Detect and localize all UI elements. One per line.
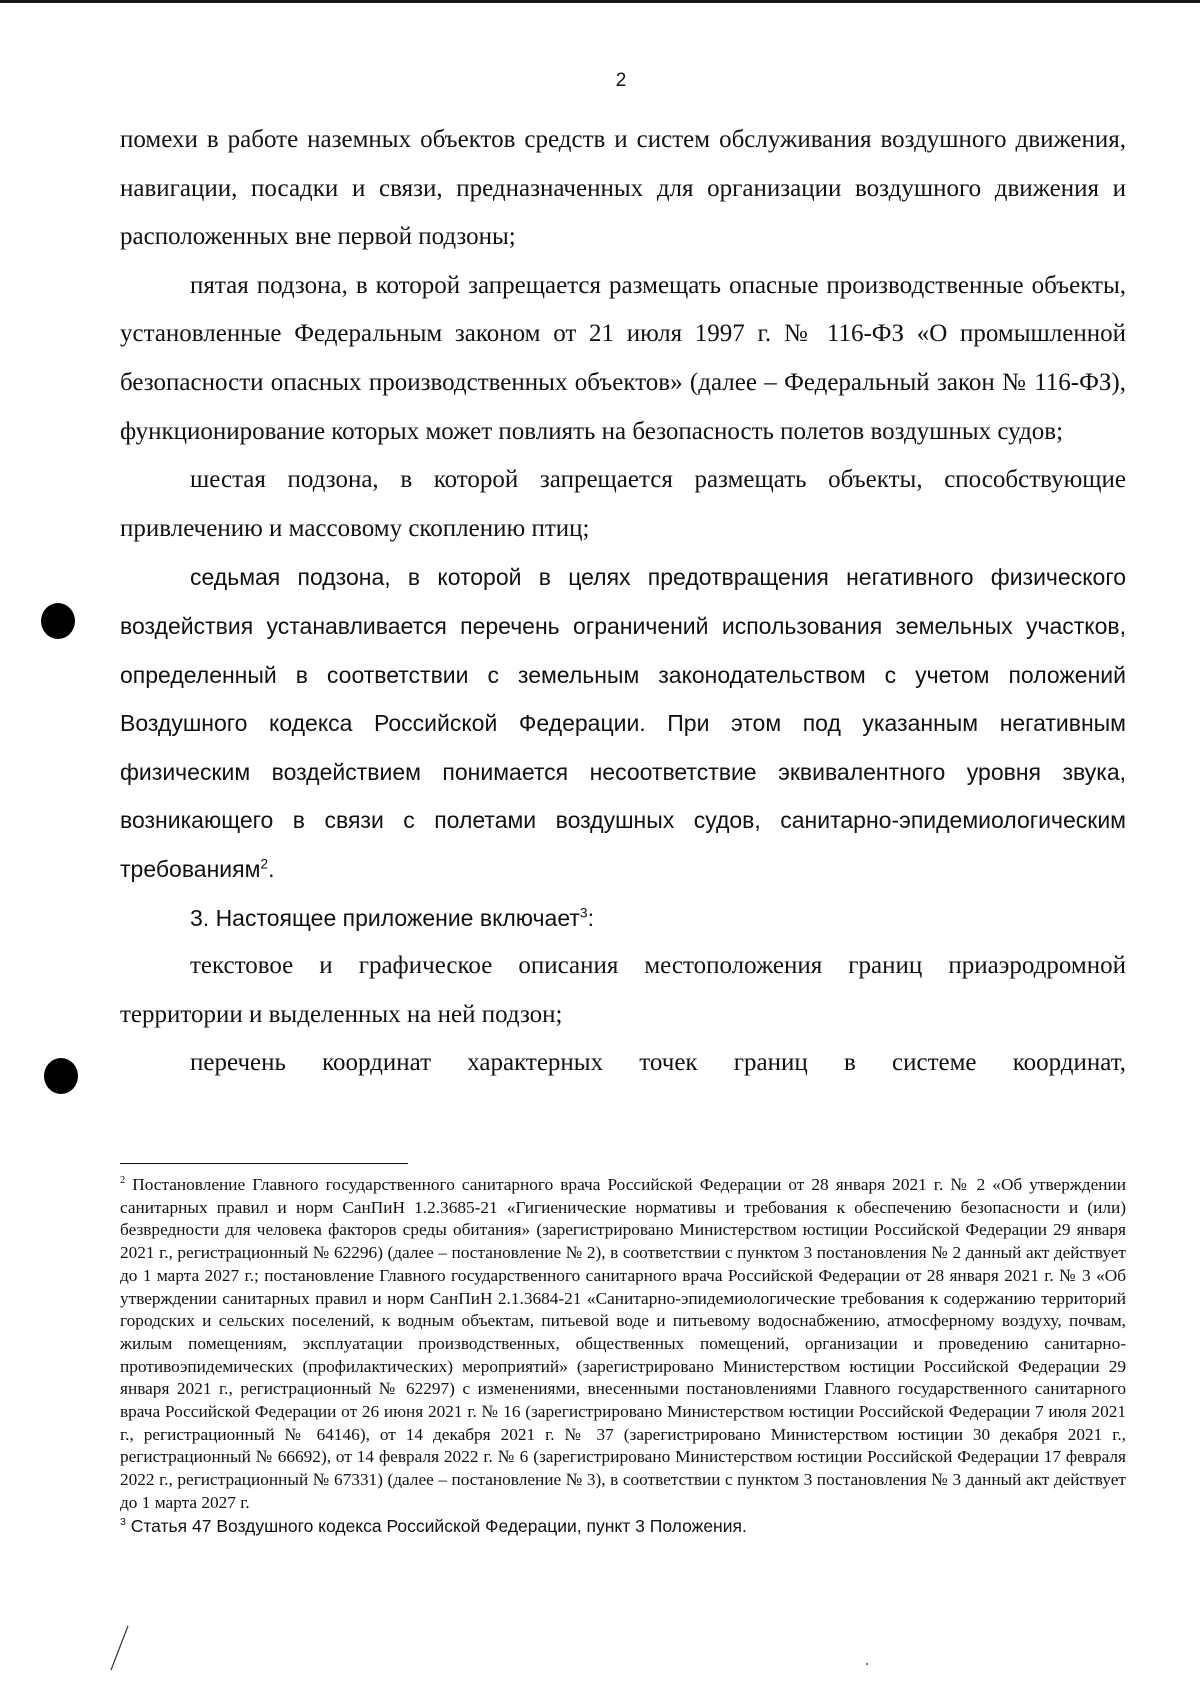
punch-hole-mark bbox=[44, 1058, 78, 1094]
footnote-ref-3: 3 bbox=[579, 904, 588, 920]
paragraph-seventh-subzone-tail: . bbox=[268, 855, 275, 882]
paragraph-3-heading bbox=[120, 894, 1126, 943]
paragraph-3-heading-text: 3. Настоящее приложение включает bbox=[190, 904, 580, 931]
footnote-ref-2: 2 bbox=[260, 856, 269, 872]
paragraph-seventh-subzone-text: седьмая подзона, в которой в целях предотвращения негативного физического воздействия устанавливается перечень ограничений использования земельных участков, определенный в соответствии с земельным законодательством с учетом положений Воздушного кодекса Российской Федерации. При этом под указанным негативным физическим воздействием понимается несоответствие эквивалентного уровня звука, возникающего в связи с полетами воздушных судов, санитарно-эпидемиологическим требованиям bbox=[120, 564, 1126, 882]
paragraph-seventh-subzone bbox=[120, 553, 1126, 893]
paragraph-3-heading-tail: : bbox=[587, 904, 594, 931]
scan-speck bbox=[866, 1663, 868, 1665]
scan-top-edge bbox=[0, 0, 1200, 3]
footnote-separator bbox=[120, 1163, 408, 1164]
pen-stroke-mark bbox=[108, 1624, 130, 1672]
footnote-2-marker: 2 bbox=[120, 1175, 126, 1187]
paragraph-continuation: помехи в работе наземных объектов средств и систем обслуживания воздушного движения, навигации, посадки и связи, предназначенных для организации воздушного движения и расположенных вне первой подзоны; bbox=[120, 126, 1126, 251]
paragraph-text-description: текстовое и графическое описания местоположения границ приаэродромной территории и выделенных на ней подзон; bbox=[120, 952, 1126, 1028]
footnote-3 bbox=[120, 1515, 1126, 1538]
footnote-2-text: Постановление Главного государственного санитарного врача Российской Федерации от 28 января 2021 г. № 2 «Об утверждении санитарных правил и норм СанПиН 1.2.3685-21 «Гигиенические нормативы и требования к обеспечению безопасности и (или) безвредности для человека факторов среды обитания» (зарегистрировано Министерством юстиции Российской Федерации 29 января 2021 г., регистрационный № 62296) (далее – постановление № 2), в соответствии с пунктом 3 постановления № 2 данный акт действует до 1 марта 2027 г.; постановление Главного государственного санитарного врача Российской Федерации от 28 января 2021 г. № 3 «Об утверждении санитарных правил и норм СанПиН 2.1.3684-21 «Санитарно-эпидемиологические требования к содержанию территорий городских и сельских поселений, к водным объектам, питьевой воде и питьевому водоснабжению, атмосферному воздуху, почвам, жилым помещениям, эксплуатации производственных, общественных помещений, организации и проведению санитарно-противоэпидемических (профилактических) мероприятий» (зарегистрировано Министерством юстиции Российской Федерации 29 января 2021 г., регистрационный № 62297) с изменениями, внесенными постановлениями Главного государственного санитарного врача Российской Федерации от 26 июня 2021 г. № 16 (зарегистрировано Министерством юстиции Российской Федерации 7 июля 2021 г., регистрационный № 64146), от 14 декабря 2021 г. № 37 (зарегистрировано Министерством юстиции 30 декабря 2021 г., регистрационный № 66692), от 14 февраля 2022 г. № 6 (зарегистрировано Министерством юстиции Российской Федерации 17 февраля 2022 г., регистрационный № 67331) (далее – постановление № 3), в соответствии с пунктом 3 постановления № 3 данный акт действует до 1 марта 2027 г. bbox=[120, 1175, 1126, 1512]
paragraph-coordinates-list: перечень координат характерных точек границ в системе координат, bbox=[190, 1049, 1126, 1077]
paragraph-sixth-subzone: шестая подзона, в которой запрещается размещать объекты, способствующие привлечению и массовому скоплению птиц; bbox=[120, 466, 1126, 542]
footnote-3-marker: 3 bbox=[120, 1515, 126, 1528]
punch-hole-mark bbox=[41, 603, 75, 639]
body-text bbox=[120, 116, 1126, 1088]
footnotes bbox=[120, 1174, 1126, 1537]
page-number: 2 bbox=[615, 70, 627, 91]
footnote-2 bbox=[120, 1174, 1126, 1515]
footnote-3-text: Статья 47 Воздушного кодекса Российской Федерации, пункт 3 Положения. bbox=[130, 1515, 747, 1536]
paragraph-fifth-subzone: пятая подзона, в которой запрещается размещать опасные производственные объекты, установленные Федеральным законом от 21 июля 1997 г. № 116-ФЗ «О промышленной безопасности опасных производственных объектов» (далее – Федеральный закон № 116-ФЗ), функционирование которых может повлиять на безопасность полетов воздушных судов; bbox=[120, 271, 1126, 445]
